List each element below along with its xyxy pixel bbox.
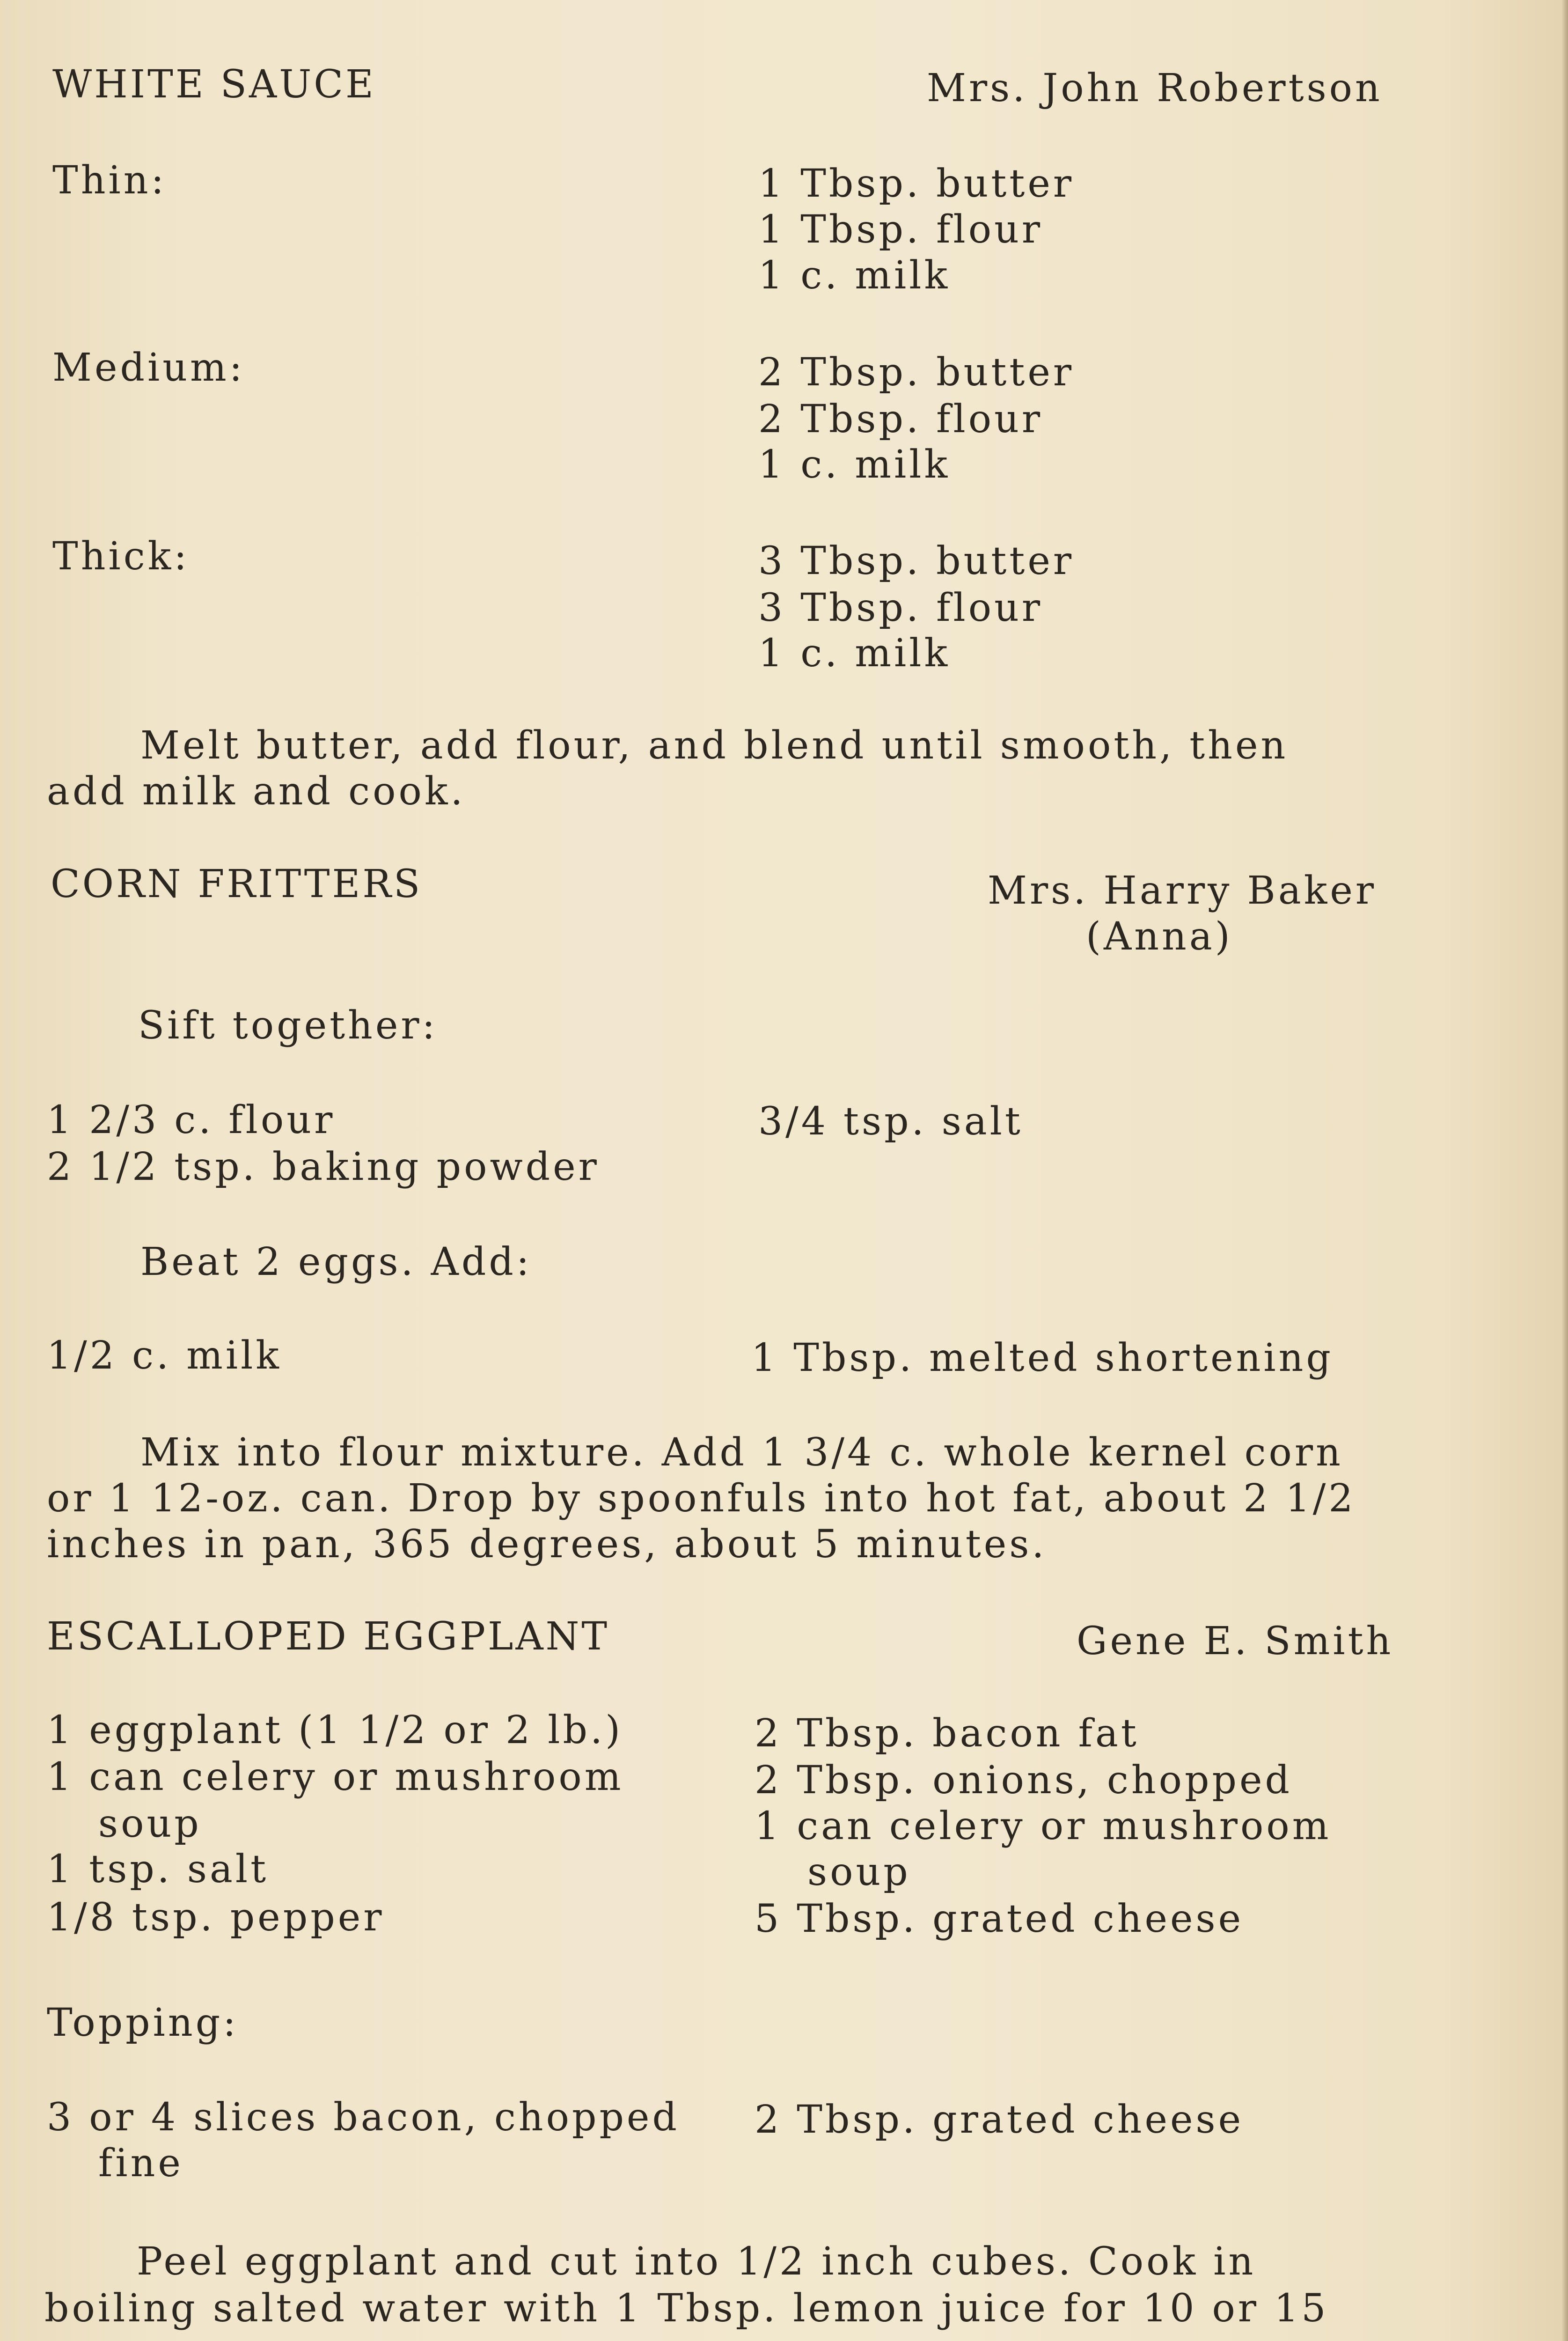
thin-label: Thin:: [52, 158, 167, 203]
corn-fritters-author-1: Mrs. Harry Baker: [988, 869, 1377, 913]
eggplant-ingredient-6: 2 Tbsp. onions, chopped: [755, 1758, 1293, 1803]
eggplant-ingredient-1: 1 eggplant (1 1/2 or 2 lb.): [47, 1708, 623, 1752]
corn-fritters-ingredient-2: 2 1/2 tsp. baking powder: [47, 1145, 600, 1189]
thin-line-3: 1 c. milk: [758, 253, 951, 298]
thick-line-1: 3 Tbsp. butter: [758, 539, 1075, 583]
corn-fritters-directions-3: inches in pan, 365 degrees, about 5 minutes.: [47, 1522, 1047, 1567]
eggplant-ingredient-7-cont: soup: [807, 1850, 911, 1894]
corn-fritters-shortening: 1 Tbsp. melted shortening: [751, 1336, 1334, 1380]
page-edge-shadow: [1561, 0, 1568, 2341]
eggplant-ingredient-2-cont: soup: [98, 1802, 202, 1846]
topping-ingredient-1-cont: fine: [98, 2141, 183, 2186]
thick-label: Thick:: [52, 534, 190, 579]
white-sauce-title: WHITE SAUCE: [52, 62, 376, 107]
corn-fritters-ingredient-1: 1 2/3 c. flour: [47, 1098, 336, 1142]
medium-line-3: 1 c. milk: [758, 442, 951, 487]
topping-label: Topping:: [47, 2001, 239, 2045]
eggplant-directions-1: Peel eggplant and cut into 1/2 inch cubes. Cook in: [137, 2239, 1256, 2284]
white-sauce-directions-1: Melt butter, add flour, and blend until smooth, then: [140, 723, 1289, 768]
corn-fritters-directions-2: or 1 12-oz. can. Drop by spoonfuls into hot fat, about 2 1/2: [47, 1476, 1356, 1521]
corn-fritters-title: CORN FRITTERS: [51, 862, 423, 906]
beat-eggs-line: Beat 2 eggs. Add:: [140, 1240, 532, 1284]
eggplant-ingredient-8: 5 Tbsp. grated cheese: [755, 1897, 1244, 1941]
medium-line-1: 2 Tbsp. butter: [758, 350, 1075, 395]
corn-fritters-directions-1: Mix into flour mixture. Add 1 3/4 c. whole kernel corn: [140, 1430, 1343, 1475]
topping-ingredient-1: 3 or 4 slices bacon, chopped: [47, 2095, 680, 2140]
eggplant-ingredient-5: 2 Tbsp. bacon fat: [755, 1711, 1139, 1756]
escalloped-eggplant-title: ESCALLOPED EGGPLANT: [47, 1614, 610, 1659]
eggplant-directions-2: boiling salted water with 1 Tbsp. lemon juice for 10 or 15: [44, 2286, 1329, 2331]
white-sauce-author: Mrs. John Robertson: [927, 66, 1383, 110]
eggplant-ingredient-3: 1 tsp. salt: [47, 1847, 269, 1892]
medium-line-2: 2 Tbsp. flour: [758, 397, 1043, 442]
eggplant-ingredient-4: 1/8 tsp. pepper: [47, 1895, 385, 1940]
corn-fritters-author-2: (Anna): [1086, 914, 1233, 959]
thin-line-2: 1 Tbsp. flour: [758, 207, 1043, 252]
corn-fritters-ingredient-3: 3/4 tsp. salt: [758, 1099, 1023, 1144]
thin-line-1: 1 Tbsp. butter: [758, 162, 1075, 206]
topping-ingredient-2: 2 Tbsp. grated cheese: [755, 2098, 1244, 2142]
thick-line-2: 3 Tbsp. flour: [758, 586, 1043, 630]
white-sauce-directions-2: add milk and cook.: [47, 769, 466, 814]
medium-label: Medium:: [52, 346, 245, 390]
thick-line-3: 1 c. milk: [758, 631, 951, 676]
eggplant-ingredient-2: 1 can celery or mushroom: [47, 1755, 624, 1799]
eggplant-ingredient-7: 1 can celery or mushroom: [755, 1804, 1332, 1848]
sift-together-label: Sift together:: [138, 1003, 438, 1048]
corn-fritters-milk: 1/2 c. milk: [47, 1333, 282, 1378]
escalloped-eggplant-author: Gene E. Smith: [1077, 1619, 1394, 1664]
